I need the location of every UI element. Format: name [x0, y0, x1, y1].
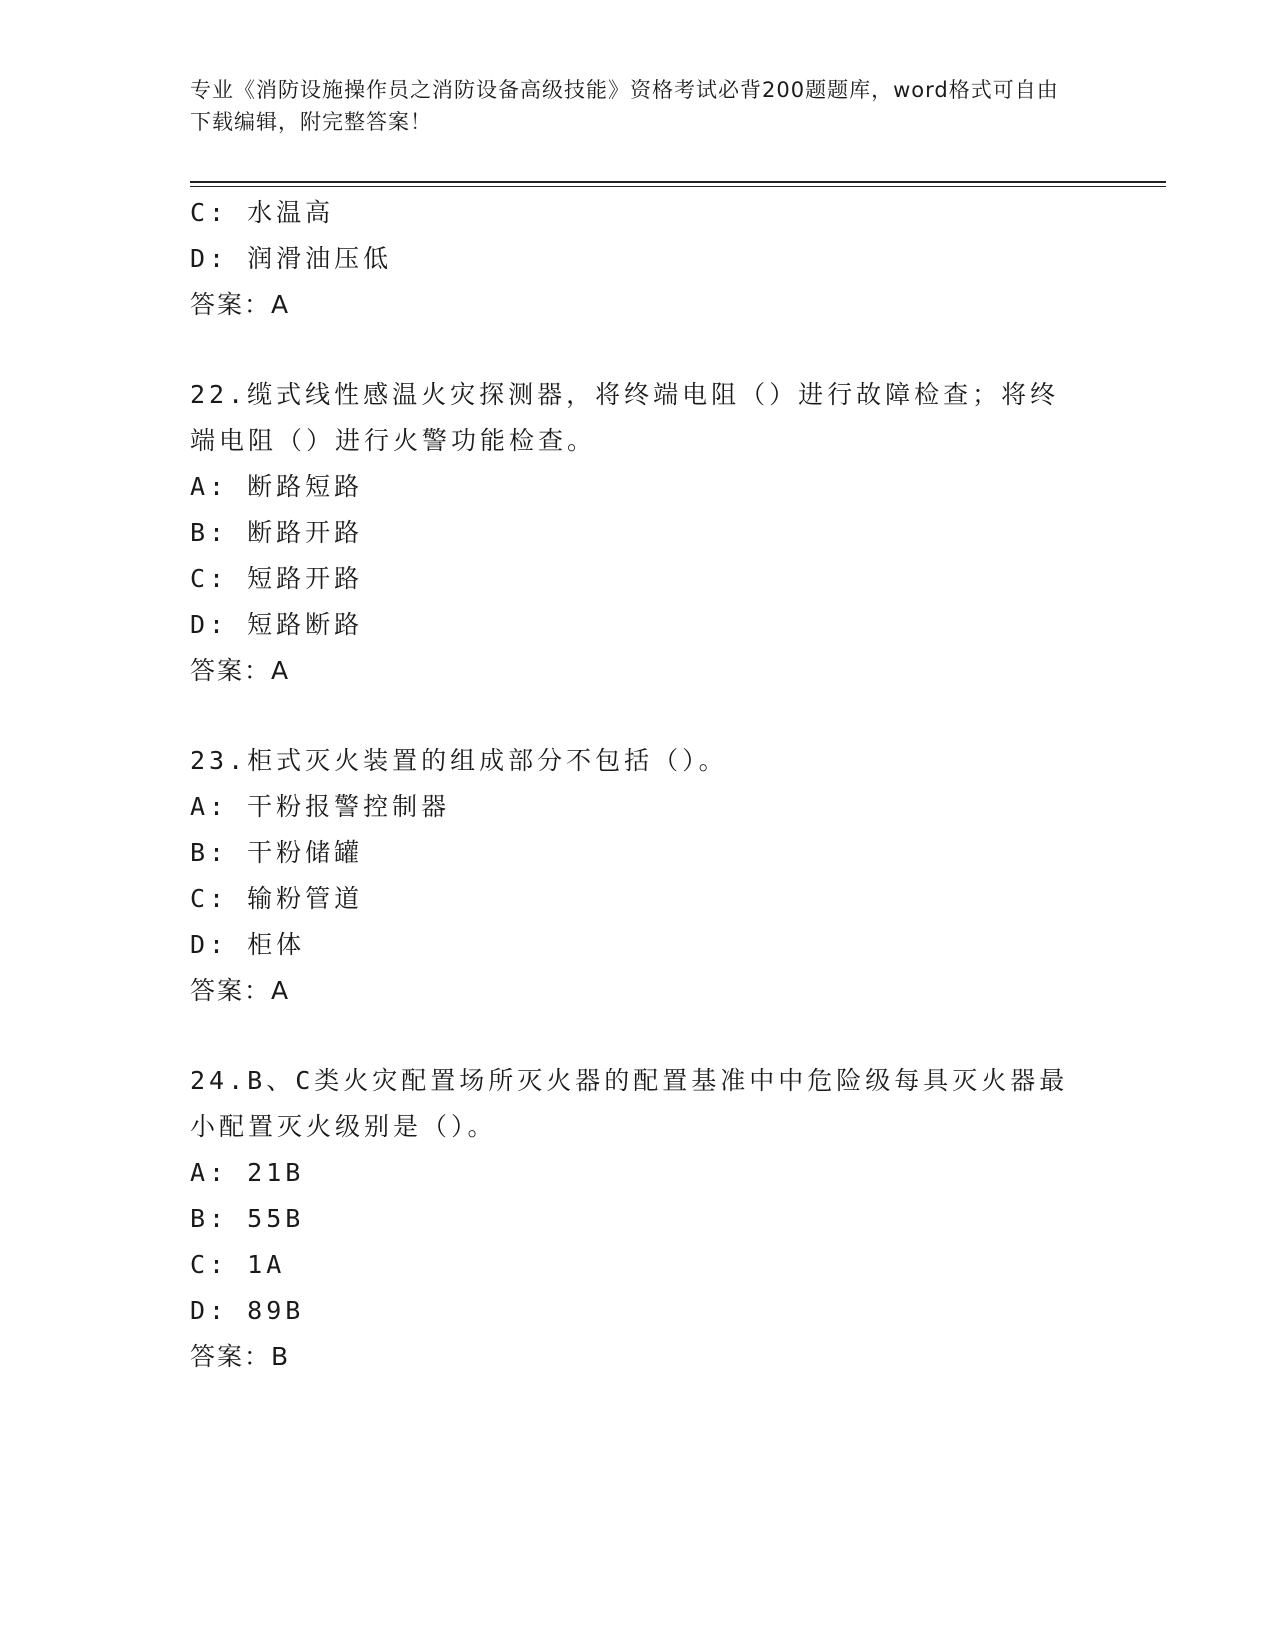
answer-line: 答案：A	[190, 976, 291, 1005]
option-d: D: 润滑油压低	[190, 244, 393, 273]
option-b: B: 干粉储罐	[190, 838, 364, 867]
answer-line: 答案：A	[190, 290, 291, 319]
question-list	[190, 190, 1090, 1380]
question-24	[190, 1058, 1090, 1380]
option-d: D: 柜体	[190, 930, 306, 959]
option-a: A: 干粉报警控制器	[190, 792, 451, 821]
option-d: D: 短路断路	[190, 610, 364, 639]
question-22	[190, 372, 1090, 694]
option-a: A: 21B	[190, 1158, 305, 1187]
option-c: C: 1A	[190, 1250, 286, 1279]
option-a: A: 断路短路	[190, 472, 364, 501]
answer-line: 答案：A	[190, 656, 291, 685]
carryover-question	[190, 190, 1090, 328]
answer-line: 答案：B	[190, 1342, 291, 1371]
document-header: 专业《消防设施操作员之消防设备高级技能》资格考试必背200题题库，word格式可自由下载编辑，附完整答案！	[190, 78, 1059, 134]
question-stem: 23.柜式灭火装置的组成部分不包括（）。	[190, 746, 728, 775]
option-b: B: 55B	[190, 1204, 305, 1233]
option-b: B: 断路开路	[190, 518, 364, 547]
option-c: C: 短路开路	[190, 564, 364, 593]
header-rule-thick	[190, 181, 1166, 183]
question-23	[190, 738, 1090, 1014]
header-rule-thin	[190, 186, 1166, 187]
option-d: D: 89B	[190, 1296, 305, 1325]
question-stem: 24.B、C类火灾配置场所灭火器的配置基准中中危险级每具灭火器最小配置灭火级别是（）。	[190, 1066, 1069, 1141]
option-c: C: 水温高	[190, 198, 335, 227]
question-stem: 22.缆式线性感温火灾探测器，将终端电阻（）进行故障检查；将终端电阻（）进行火警功能检查。	[190, 380, 1060, 455]
option-c: C: 输粉管道	[190, 884, 364, 913]
